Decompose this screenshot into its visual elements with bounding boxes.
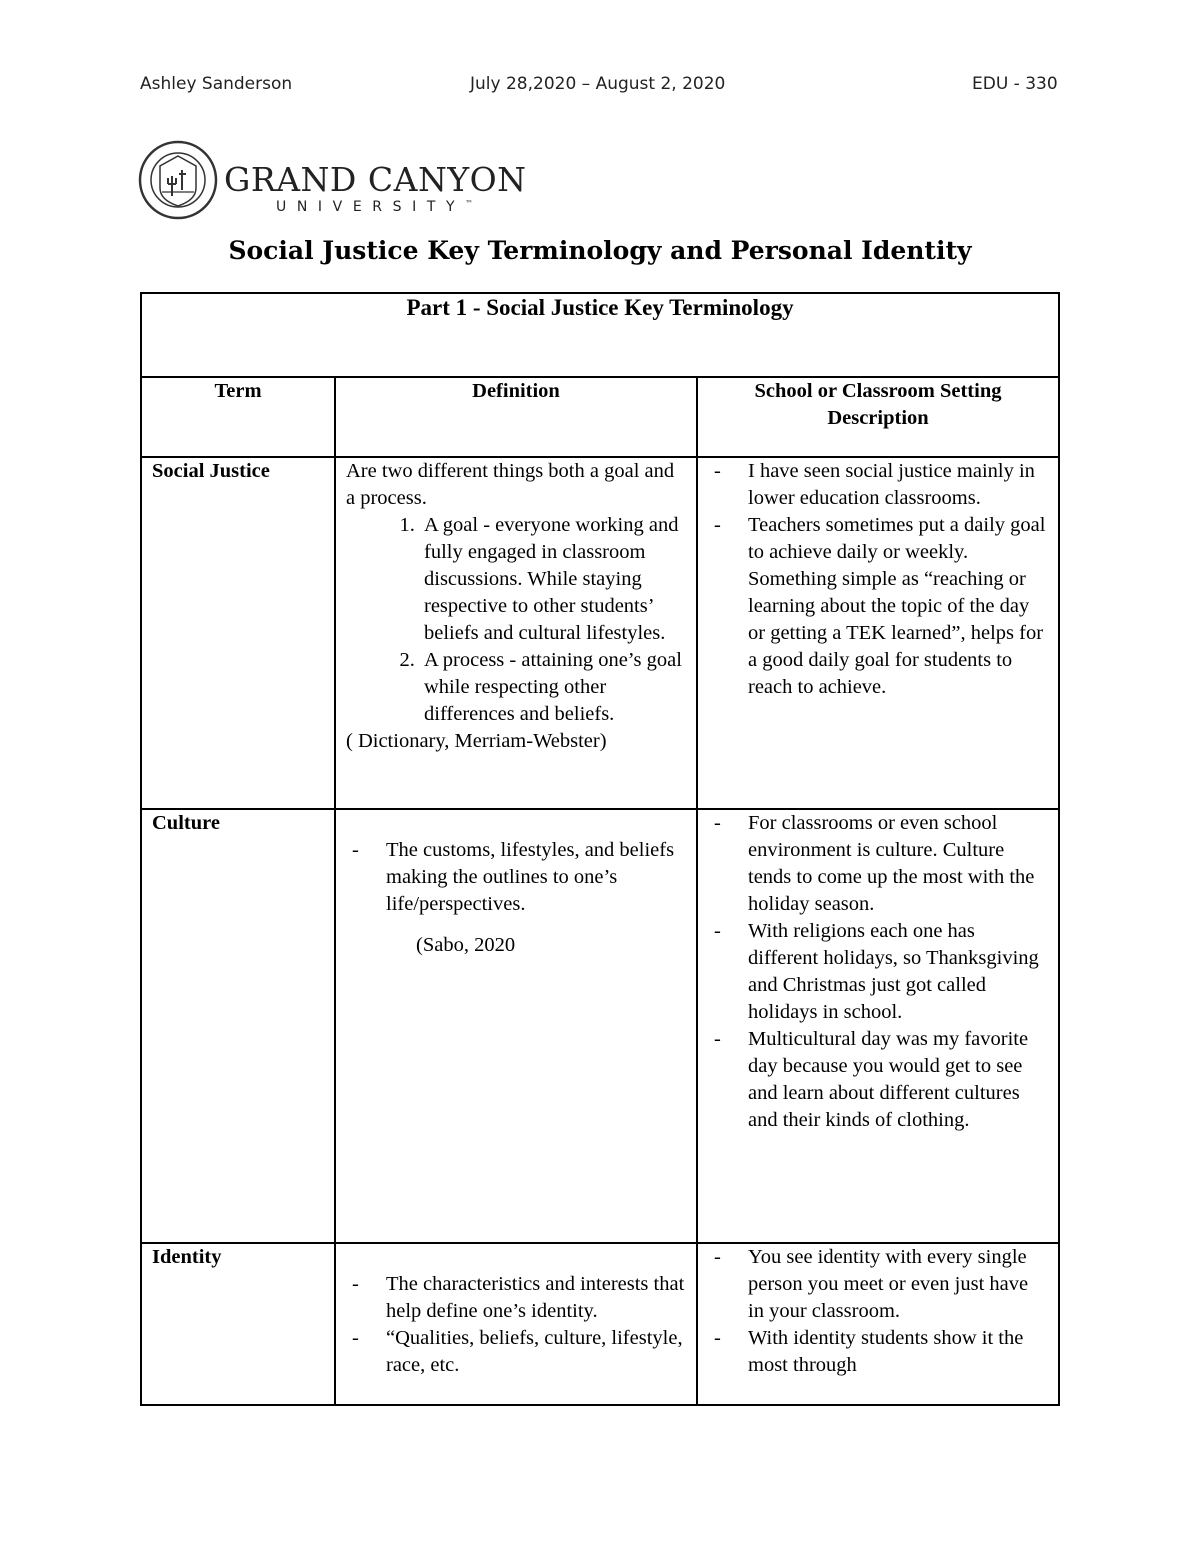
list-item: - The characteristics and interests that help define one’s identity. (386, 1271, 686, 1325)
definition-list (346, 837, 686, 918)
setting-cell (697, 1243, 1059, 1405)
terminology-table (140, 292, 1060, 1406)
definition-cell (335, 809, 697, 1243)
list-item: 1. A goal - everyone working and fully engaged in classroom discussions. While staying respective to other students’ beliefs and cultural lifestyles. (420, 512, 686, 647)
document-title: Social Justice Key Terminology and Personal Identity (228, 236, 972, 265)
definition-citation: ( Dictionary, Merriam-Webster) (346, 730, 607, 752)
definition-intro: Are two different things both a goal and a process. (346, 460, 675, 509)
table-row (141, 457, 1059, 809)
university-logo (138, 140, 527, 222)
header-row (141, 377, 1059, 457)
list-item: - Multicultural day was my favorite day because you would get to see and learn about different cultures and their kinds of clothing. (748, 1026, 1048, 1134)
term-cell: Culture (141, 809, 335, 1243)
list-item: 2. A process - attaining one’s goal while respecting other differences and beliefs. (420, 647, 686, 728)
definition-citation: (Sabo, 2020 (416, 934, 516, 956)
setting-list (708, 810, 1048, 1134)
definition-cell (335, 1243, 697, 1405)
list-item: - The customs, lifestyles, and beliefs making the outlines to one’s life/perspectives. (386, 837, 686, 918)
definition-list (346, 1271, 686, 1379)
header-dates: July 28,2020 – August 2, 2020 (470, 74, 726, 94)
list-item: - “Qualities, beliefs, culture, lifestyle, race, etc. (386, 1325, 686, 1379)
column-header-definition: Definition (335, 377, 697, 457)
university-seal-icon (138, 140, 218, 220)
logo-name: GRAND CANYON (224, 160, 527, 199)
table-row (141, 1243, 1059, 1405)
list-item: - For classrooms or even school environment is culture. Culture tends to come up the most with the holiday season. (748, 810, 1048, 918)
part-title-row (141, 293, 1059, 377)
header-author: Ashley Sanderson (140, 74, 293, 94)
setting-list (708, 458, 1048, 701)
list-item: - You see identity with every single person you meet or even just have in your classroom. (748, 1244, 1048, 1325)
list-item: - With identity students show it the most through (748, 1325, 1048, 1379)
part-title: Part 1 - Social Justice Key Terminology (141, 293, 1059, 377)
setting-cell (697, 457, 1059, 809)
list-item: - Teachers sometimes put a daily goal to achieve daily or weekly. Something simple as “reaching or learning about the topic of the day or getting a TEK learned”, helps for a good daily goal for students to reach to achieve. (748, 512, 1048, 701)
column-header-setting: School or Classroom Setting Description (697, 377, 1059, 457)
setting-cell (697, 809, 1059, 1243)
term-cell: Social Justice (141, 457, 335, 809)
list-item: - I have seen social justice mainly in lower education classrooms. (748, 458, 1048, 512)
logo-subtitle: UNIVERSITY™ (276, 199, 474, 215)
definition-list (346, 512, 686, 728)
table-row (141, 809, 1059, 1243)
term-cell: Identity (141, 1243, 335, 1405)
list-item: - With religions each one has different holidays, so Thanksgiving and Christmas just got called holidays in school. (748, 918, 1048, 1026)
header-course: EDU - 330 (972, 74, 1058, 94)
column-header-term: Term (141, 377, 335, 457)
setting-list (708, 1244, 1048, 1379)
definition-cell (335, 457, 697, 809)
